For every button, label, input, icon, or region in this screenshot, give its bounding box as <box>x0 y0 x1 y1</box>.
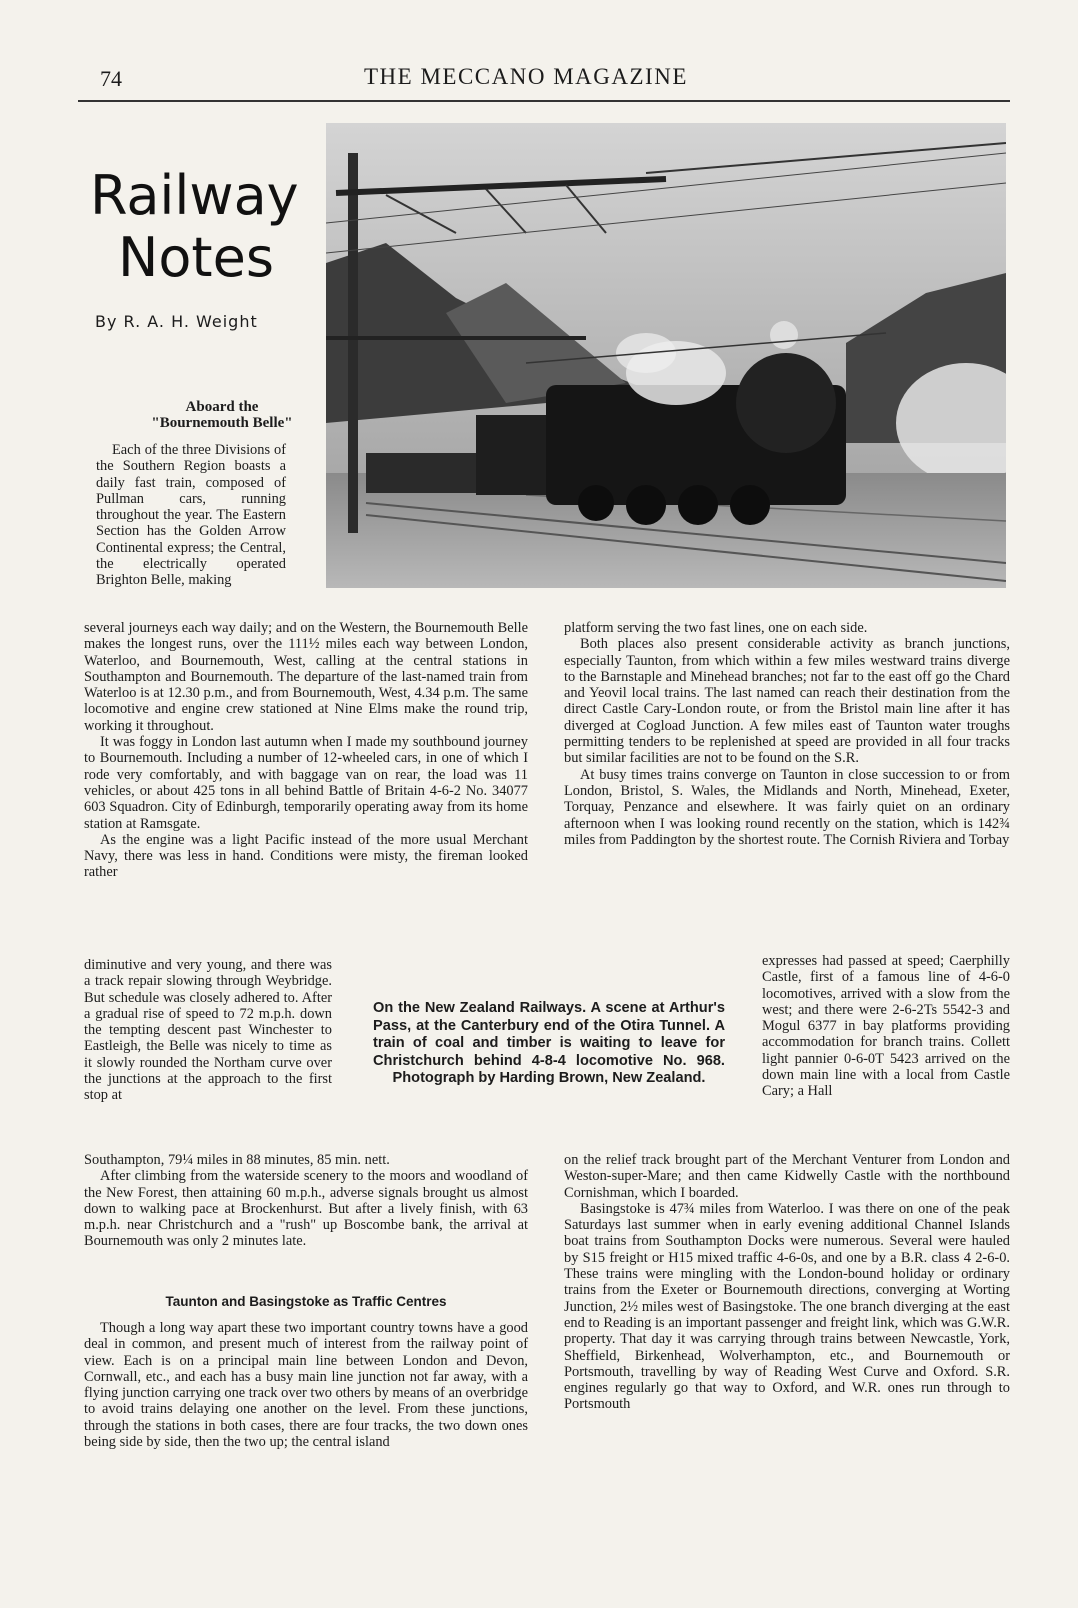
paragraph: expresses had passed at speed; Caerphilly Castle, first of a famous line of 4-6-0 locomotives, arrived with a slow from the west; and there were 2-6-2Ts 5542-3 and Mogul 6377 in bay platforms providing accommodation for branch trains. Collett light pannier 0-6-0T 5423 arrived on the down main line with a local from Castle Cary; a Hall <box>762 953 1010 1100</box>
paragraph: At busy times trains converge on Taunton in close succession to or from London, Bristol, S. Wales, the Midlands and North, Minehead, Exeter, Torquay, Penzance and elsewhere. It was fairly quiet on an ordinary afternoon when I was looking round recently on the station, which is 142¾ miles from Paddington by the shortest route. The Cornish Riviera and Torbay <box>564 766 1010 848</box>
section-heading-taunton: Taunton and Basingstoke as Traffic Centres <box>165 1294 447 1309</box>
paragraph: As the engine was a light Pacific instead of the more usual Merchant Navy, there was less in hand. Conditions were misty, the fireman looked rather <box>84 831 528 881</box>
text-column-taunton-1 <box>84 1320 528 1450</box>
title-line-2: Notes <box>118 226 274 289</box>
article-title <box>90 165 299 289</box>
title-line-1: Railway <box>90 164 299 227</box>
paragraph: Each of the three Divisions of the Southern Region boasts a daily fast train, composed of Pullman cars, running throughout the year. The Eastern Section has the Golden Arrow Continental express; the Central, the electrically operated Brighton Belle, making <box>96 442 286 589</box>
paragraph: several journeys each way daily; and on the Western, the Bournemouth Belle makes the longest runs, over the 111½ miles each way between London, Waterloo, and Bournemouth, West, calling at the central stations in Southampton and Bournemouth. The departure of the last-named train from Waterloo is at 12.30 p.m., and from Bournemouth, West, 4.34 p.m. The same locomotive and engine crew stationed at Nine Elms make the round trip, working it throughout. <box>84 620 528 734</box>
text-column-taunton-3 <box>762 953 1010 1100</box>
paragraph: Though a long way apart these two important country towns have a good deal in common, and present much of interest from the railway point of view. Each is on a principal main line between London and Devon, Cornwall, etc., and each has a busy main line junction not far away, with a flying junction carrying one track over two others by means of an overbridge to avoid trains delaying one another on the level. From these junctions, through the stations in both cases, there are four tracks, the two down ones being side by side, then the two up; the central island <box>84 1320 528 1451</box>
paragraph: on the relief track brought part of the Merchant Venturer from London and Weston-super-Mare; and then came Kidwelly Castle with the northbound Cornishman, which I boarded. <box>564 1152 1010 1201</box>
text-column-belle-2 <box>84 620 528 881</box>
paragraph: Basingstoke is 47¾ miles from Waterloo. I was there on one of the peak Saturdays last summer when in early evening additional Channel Islands boat trains from Southampton Docks were numerous. Several were hauled by S15 freight or H15 mixed traffic 4-6-0s, and one by a B.R. class 4 2-6-0. These trains were mingling with the London-bound holiday or ordinary trains from the Exeter or Bournemouth directions, converging at Worting Junction, 2½ miles west of Basingstoke. The one branch diverging at the east end to Reading is an important passenger and freight link, which was G.W.R. property. That day it was carrying through trains between Newcastle, York, Sheffield, Birkenhead, Wolverhampton, etc., and Bournemouth or Portsmouth, travelling by way of Reading West Curve and Oxford. S.R. engines regularly go that way to Oxford, and W.R. ones run through to Portsmouth <box>564 1200 1010 1413</box>
header-rule <box>78 100 1010 102</box>
paragraph: platform serving the two fast lines, one on each side. <box>564 620 868 636</box>
paragraph: It was foggy in London last autumn when I made my southbound journey to Bournemouth. Including a number of 12-wheeled cars, in one of which I rode very comfortably, and with baggage van on rear, the load was 11 vehicles, or about 425 tons in all behind Battle of Britain 4-6-2 No. 34077 603 Squadron. City of Edinburgh, temporarily operating away from its home station at Ramsgate. <box>84 734 528 832</box>
locomotive-photo <box>326 123 1006 588</box>
text-column-taunton-2 <box>564 620 1010 848</box>
paragraph: After climbing from the waterside scenery to the moors and woodland of the New Forest, then attaining 60 m.p.h., adverse signals brought us almost down to walking pace at Brockenhurst. But after a lively finish, with 63 m.p.h. near Christchurch and a "rush" up Boscombe bank, the arrival at Bournemouth was only 2 minutes late. <box>84 1168 528 1250</box>
byline: By R. A. H. Weight <box>95 312 258 331</box>
paragraph: diminutive and very young, and there was a track repair slowing through Weybridge. But schedule was closely adhered to. After a gradual rise of speed to 72 m.p.h. down the tempting descent past Winchester to Eastleigh, the Belle was nicely to time as it slowly rounded the Northam curve over the junctions at the approach to the first stop at <box>84 957 332 1104</box>
text-column-belle-4 <box>84 1152 528 1250</box>
paragraph: Both places also present considerable activity as branch junctions, especially Taunton, from which within a few miles westward trains diverge to the Barnstaple and Minehead branches; not far to the east off go the Chard and Yeovil local trains. The last named can reach their destination from the direct Castle Cary-London route, or from the Bristol main line after it has diverged at Cogload Junction. A few miles east of Taunton water troughs permitting tenders to be replenished at speed are provided in all four tracks but similar facilities are not to be found on the S.R. <box>564 636 1010 767</box>
text-column-belle-1 <box>96 442 286 589</box>
text-column-taunton-4 <box>564 1152 1010 1413</box>
photo-caption: On the New Zealand Railways. A scene at Arthur's Pass, at the Canterbury end of the Otira Tunnel. A train of coal and timber is waiting to leave for Christchurch behind 4-8-4 locomotive No. 968. Photograph by Harding Brown, New Zealand. <box>373 1000 725 1086</box>
paragraph: Southampton, 79¼ miles in 88 minutes, 85 min. nett. <box>84 1152 390 1168</box>
page-number: 74 <box>100 66 122 91</box>
magazine-title: THE MECCANO MAGAZINE <box>364 64 688 89</box>
text-column-belle-3 <box>84 957 332 1104</box>
section-heading-belle: Aboard the "Bournemouth Belle" <box>151 399 293 431</box>
